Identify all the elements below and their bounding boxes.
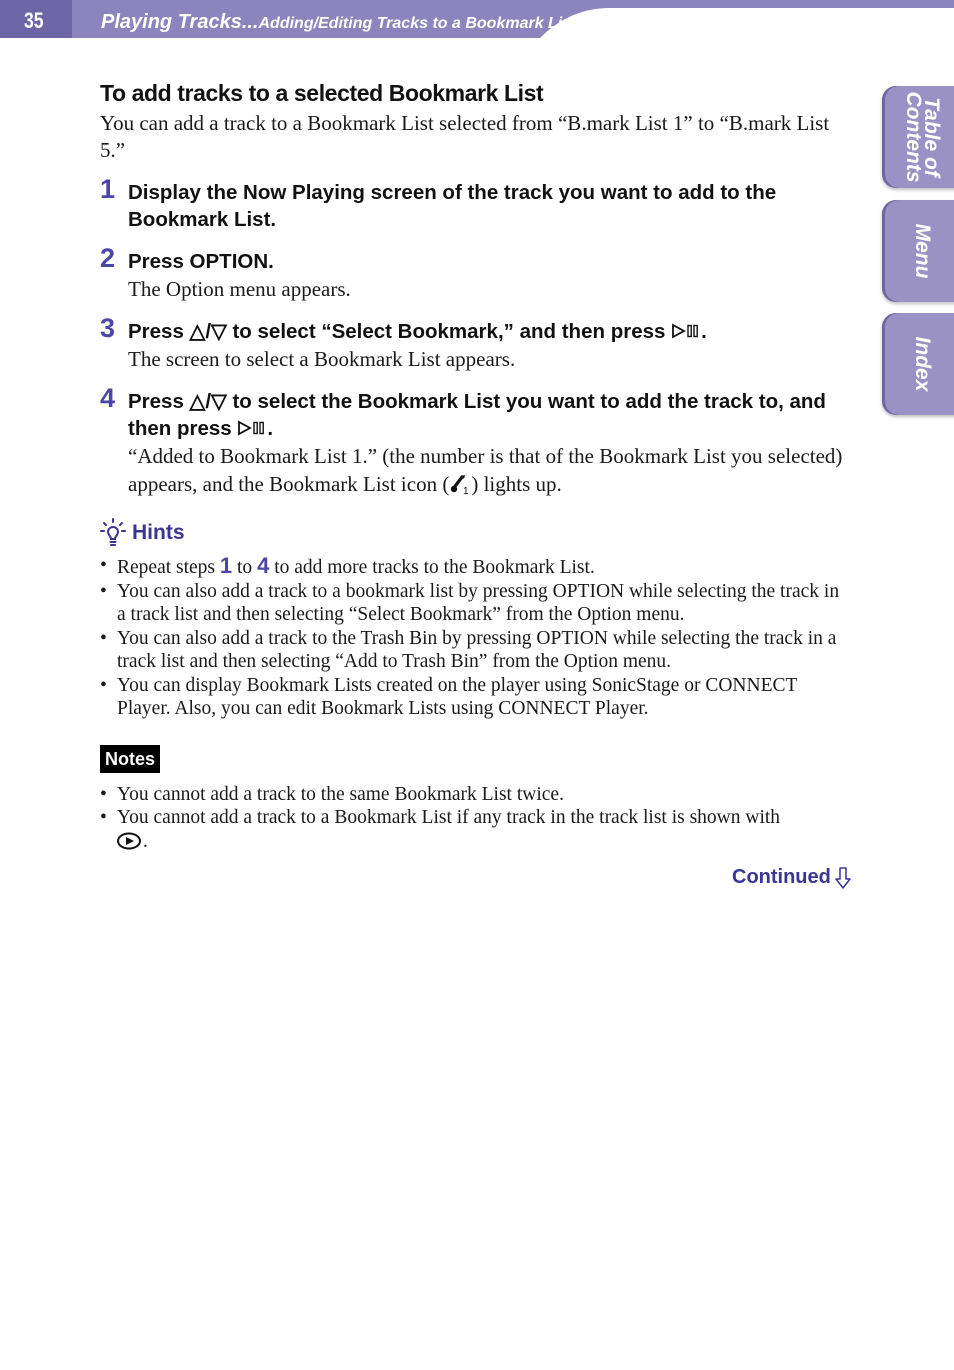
- step-description: [128, 442, 845, 498]
- step-1: [100, 174, 845, 233]
- list-item: [100, 554, 845, 580]
- tab-index-label: Index: [911, 336, 934, 392]
- tab-menu[interactable]: [882, 200, 954, 302]
- notes-list: [100, 783, 845, 854]
- tab-table-of-contents[interactable]: [882, 86, 954, 188]
- list-item: • You cannot add a track to a Bookmark List if any track in the track list is shown with .: [100, 806, 845, 853]
- step-number: 3: [100, 313, 116, 343]
- step-title-text: Press △/▽ to select “Select Bookmark,” and then press: [128, 320, 666, 343]
- hints-list: [100, 554, 845, 721]
- lightbulb-icon: [100, 518, 126, 548]
- breadcrumb-main: Playing Tracks...: [101, 11, 259, 33]
- main-content: [100, 78, 845, 853]
- hints-heading: [100, 518, 845, 548]
- breadcrumb[interactable]: [101, 11, 576, 34]
- step-description: The Option menu appears.: [128, 277, 351, 301]
- list-item: • You can also add a track to a bookmark list by pressing OPTION while selecting the track in a track list and then selecting “Select Bookmark” from the Option menu.: [100, 580, 845, 627]
- tab-menu-label: Menu: [911, 223, 934, 279]
- tab-toc-label: [902, 91, 943, 183]
- step-ref: 4: [257, 553, 270, 578]
- tab-toc-line2: Contents: [902, 91, 925, 183]
- hint-text: to: [237, 557, 253, 578]
- step-desc-text-b: ) lights up.: [471, 472, 562, 496]
- section-intro: You can add a track to a Bookmark List selected from “B.mark List 1” to “B.mark List 5.”: [100, 111, 830, 162]
- continued-link[interactable]: [732, 866, 851, 889]
- section-title: To add tracks to a selected Bookmark List: [100, 80, 544, 106]
- step-title: Display the Now Playing screen of the track you want to add to the Bookmark List.: [128, 181, 777, 231]
- step-title-text: Press △/▽ to select the Bookmark List you want to add the track to, and then press: [128, 390, 826, 440]
- step-ref: 1: [219, 553, 233, 578]
- continued-label: Continued: [732, 866, 831, 888]
- step-number: 1: [100, 174, 116, 204]
- step-desc-text-a: “Added to Bookmark List 1.” (the number is that of the Bookmark List you selected) appears, and the Bookmark List icon (: [128, 444, 843, 496]
- hint-text: to add more tracks to the Bookmark List.: [274, 557, 595, 578]
- list-item: • You can display Bookmark Lists created on the player using SonicStage or CONNECT Player. Also, you can edit Bookmark Lists using CONNECT Player.: [100, 674, 845, 721]
- svg-text:1: 1: [463, 486, 469, 495]
- unplayable-track-icon: [117, 832, 143, 850]
- step-2: [100, 243, 845, 303]
- hints-title: Hints: [132, 521, 185, 544]
- play-pause-icon: [671, 323, 701, 339]
- breadcrumb-sub: Adding/Editing Tracks to a Bookmark List: [258, 15, 577, 32]
- page-header: [0, 0, 954, 40]
- step-title: Press △/▽ to select the Bookmark List you want to add the track to, and then press .: [128, 390, 826, 440]
- bookmark-list-icon: [449, 473, 471, 495]
- notes-heading: Notes: [100, 745, 160, 773]
- play-pause-icon: [237, 420, 267, 436]
- step-title: Press OPTION.: [128, 250, 274, 273]
- page-number: 35: [24, 8, 44, 33]
- tab-index[interactable]: [882, 313, 954, 415]
- arrow-down-icon: [835, 867, 851, 889]
- tab-toc-line1: Table of: [920, 97, 943, 177]
- list-item: • You cannot add a track to the same Bookmark List twice.: [100, 783, 845, 807]
- note-text: You cannot add a track to a Bookmark List if any track in the track list is shown with: [117, 807, 781, 828]
- step-4: [100, 383, 845, 498]
- step-description: The screen to select a Bookmark List appears.: [128, 347, 516, 371]
- list-item: • You can also add a track to the Trash Bin by pressing OPTION while selecting the track in a track list and then selecting “Add to Trash Bin” from the Option menu.: [100, 627, 845, 674]
- step-number: 4: [100, 383, 116, 413]
- hint-text: Repeat steps: [117, 557, 216, 578]
- step-3: [100, 313, 845, 373]
- step-number: 2: [100, 243, 116, 273]
- step-title: Press △/▽ to select “Select Bookmark,” and then press .: [128, 320, 707, 343]
